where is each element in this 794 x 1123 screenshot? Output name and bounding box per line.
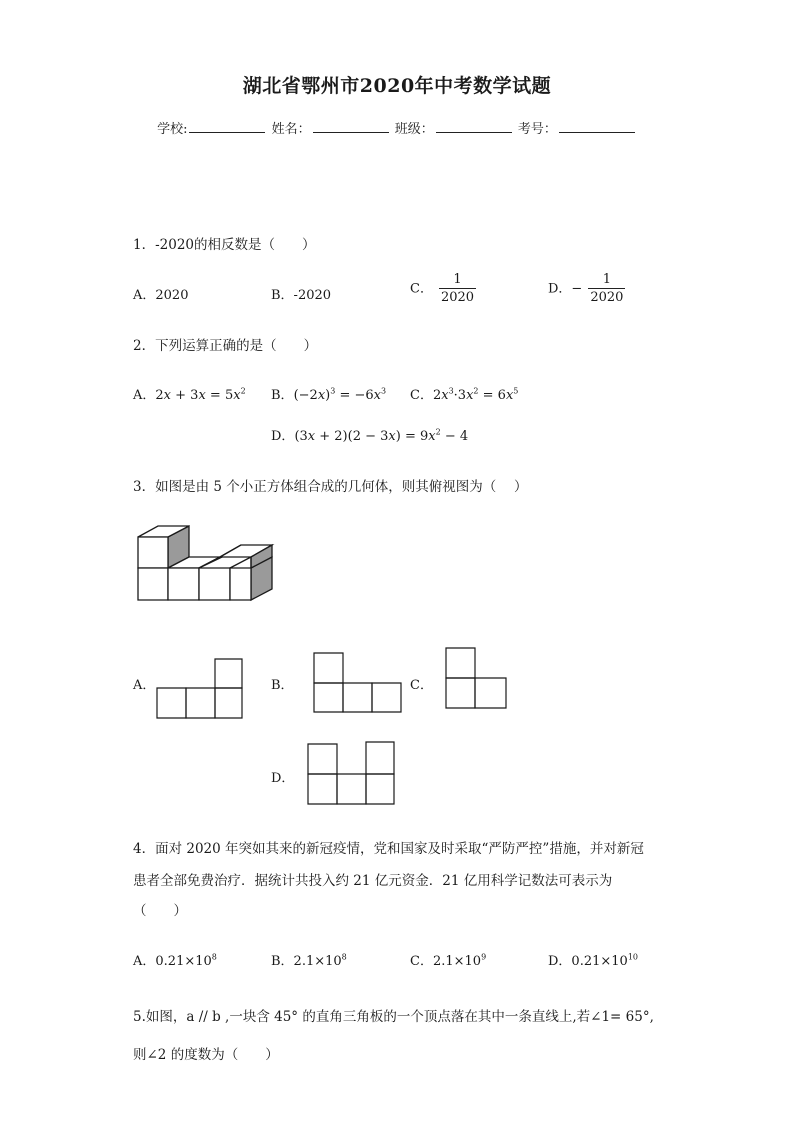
q2-d-math: $(3x + 2)(2 - 3x) = 9x^2 - 4$ — [294, 427, 469, 444]
q3-option-b-label: B． — [271, 678, 294, 693]
q3-option-d-figure — [307, 740, 395, 806]
school-label: 学校: — [157, 122, 188, 137]
exam-no-blank[interactable] — [559, 120, 635, 133]
student-info-line — [0, 118, 794, 137]
q1-c-numerator: 1 — [453, 272, 462, 287]
q3-option-d-label: D． — [271, 771, 295, 786]
exam-no-label: 考号： — [517, 122, 557, 137]
name-label: 姓名： — [271, 122, 311, 137]
q1-option-d — [548, 271, 625, 307]
q4-option-c — [410, 950, 486, 969]
q1-option-a: A．2020 — [133, 288, 189, 303]
q4-line-2: 患者全部免费治疗．据统计共投入约 21 亿元资金．21 亿用科学记数法可表示为 — [133, 873, 613, 889]
q5-line-1: 5.如图，a // b ,一块含 45° 的直角三角板的一个顶点落在其中一条直线上,若∠1= 65°, — [133, 1009, 654, 1025]
q1-d-fraction — [588, 271, 625, 307]
q3-option-b-figure — [313, 652, 402, 714]
q4-b-exponent: 8 — [341, 952, 347, 962]
q2-d-label: D． — [271, 429, 295, 444]
q4-c-exponent: 9 — [481, 952, 487, 962]
q4-line-1: 4．面对 2020 年突如其来的新冠疫情，党和国家及时采取“严防严控”措施，并对新冠 — [133, 841, 644, 857]
cube-front-2 — [168, 568, 199, 600]
q3-option-a-figure — [156, 658, 244, 719]
q1-stem: 1．-2020的相反数是（ ） — [133, 237, 316, 253]
cube-front-3 — [199, 568, 230, 600]
q2-option-b — [271, 384, 386, 403]
q3-option-c-figure — [445, 647, 507, 710]
q2-c-math: $2x^3\cdot 3x^2 = 6x^5$ — [432, 386, 519, 403]
q5-line-2: 则∠2 的度数为（ ） — [133, 1047, 279, 1063]
q1-d-numerator: 1 — [602, 272, 612, 287]
q4-option-b — [271, 950, 347, 969]
q4-d-text: D．0.21×10 — [548, 954, 628, 969]
class-label: 班级： — [394, 122, 434, 137]
q1-d-denominator: 2020 — [590, 290, 624, 305]
q1-c-prefix: C． — [410, 281, 433, 297]
q3-stem: 3．如图是由 5 个小正方体组合成的几何体，则其俯视图为（ ） — [133, 479, 528, 495]
name-blank[interactable] — [313, 120, 389, 133]
q3-option-c-label: C． — [410, 678, 433, 693]
cube-front-4 — [230, 568, 251, 600]
q4-option-d — [548, 950, 638, 969]
q4-line-3: （ ） — [133, 903, 187, 919]
solid-edge-1 — [230, 557, 251, 568]
q4-b-text: B．2.1×10 — [271, 954, 342, 969]
q1-option-c — [410, 271, 476, 307]
q2-a-label: A． — [133, 388, 156, 403]
q1-d-prefix: D．− — [548, 281, 583, 297]
q3-solid-figure — [136, 525, 278, 605]
q2-stem: 2．下列运算正确的是（ ） — [133, 338, 318, 354]
page-title: 湖北省鄂州市2020年中考数学试题 — [242, 75, 552, 97]
q2-a-math: $2x + 3x = 5x^2$ — [155, 386, 246, 403]
q4-a-text: A．0.21×10 — [133, 954, 212, 969]
q2-option-d — [271, 425, 468, 444]
q2-b-math: $(-2x)^3 = -6x^3$ — [293, 386, 387, 403]
q2-b-label: B． — [271, 388, 294, 403]
q2-option-c — [410, 384, 518, 403]
q4-a-exponent: 8 — [211, 952, 217, 962]
q4-d-exponent: 10 — [627, 952, 638, 962]
q4-c-text: C．2.1×10 — [410, 954, 482, 969]
cube-front-top-left — [138, 537, 168, 568]
q2-option-a — [133, 384, 246, 403]
q1-c-fraction — [439, 271, 476, 307]
q4-option-a — [133, 950, 217, 969]
q1-c-denominator: 2020 — [440, 290, 475, 305]
q1-option-b: B．-2020 — [271, 288, 332, 303]
cube-front-1 — [138, 568, 168, 600]
q3-option-a-label: A． — [133, 678, 156, 693]
q2-c-label: C． — [410, 388, 433, 403]
class-blank[interactable] — [436, 120, 512, 133]
school-blank[interactable] — [189, 120, 265, 133]
